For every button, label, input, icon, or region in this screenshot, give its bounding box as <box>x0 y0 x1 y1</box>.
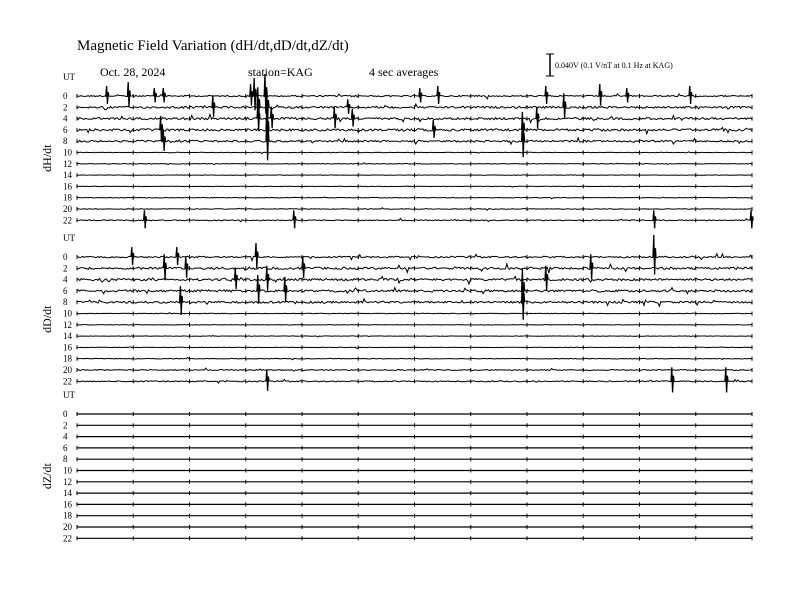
spike-mark <box>266 369 269 391</box>
hour-label: 12 <box>63 319 72 330</box>
panel-label: dZ/dt <box>40 463 54 490</box>
spike-mark <box>131 247 134 265</box>
hour-label: 16 <box>63 342 72 353</box>
hour-label: 10 <box>63 147 72 158</box>
spike-mark <box>154 88 157 102</box>
spike-mark <box>106 86 109 104</box>
hour-label: 2 <box>63 102 68 113</box>
hour-label: 14 <box>63 170 72 181</box>
hour-label: 6 <box>63 442 68 453</box>
hour-label: 22 <box>63 376 72 387</box>
spike-mark <box>302 256 305 278</box>
hour-label: 16 <box>63 499 72 510</box>
hour-label: 4 <box>63 274 68 285</box>
spike-mark <box>725 367 728 392</box>
spike-mark <box>293 210 296 228</box>
spike-mark <box>536 107 539 129</box>
spike-mark <box>253 78 256 110</box>
hour-label: 8 <box>63 136 68 147</box>
hour-label: 2 <box>63 263 68 274</box>
spike-mark <box>347 99 350 113</box>
hour-label: 20 <box>63 204 72 214</box>
spike-mark <box>255 243 258 268</box>
chart-date: Oct. 28, 2024 <box>100 65 166 79</box>
ut-axis-label: UT <box>63 233 75 243</box>
hour-label: 2 <box>63 420 68 431</box>
hour-label: 14 <box>63 488 72 499</box>
ut-axis-label: UT <box>63 72 75 82</box>
hour-label: 0 <box>63 409 68 419</box>
station-label: station=KAG <box>248 65 313 79</box>
hour-label: 12 <box>63 476 72 487</box>
panel-dH-dt <box>40 72 752 225</box>
hour-label: 18 <box>63 353 72 364</box>
hour-label: 4 <box>63 113 68 124</box>
spike-mark <box>671 367 674 392</box>
hour-label: 12 <box>63 158 72 169</box>
spike-mark <box>271 107 274 129</box>
hour-label: 8 <box>63 454 68 465</box>
panel-dZ-dt <box>40 390 752 543</box>
spike-mark <box>235 268 238 290</box>
spike-mark <box>257 275 260 304</box>
spike-mark <box>163 129 166 151</box>
hour-label: 20 <box>63 365 72 375</box>
hour-label: 16 <box>63 181 72 192</box>
hour-label: 22 <box>63 533 72 544</box>
scale-bar-icon <box>546 54 554 76</box>
spike-mark <box>144 210 147 228</box>
hour-label: 4 <box>63 431 68 442</box>
hour-label: 22 <box>63 215 72 226</box>
hour-label: 18 <box>63 510 72 521</box>
spike-mark <box>176 247 179 265</box>
spike-mark <box>437 86 440 104</box>
hour-label: 0 <box>63 91 68 101</box>
chart-title: Magnetic Field Variation (dH/dt,dD/dt,dZ/dt) <box>77 38 349 54</box>
spike-mark <box>563 93 566 118</box>
hour-label: 8 <box>63 297 68 308</box>
spike-mark <box>750 210 753 228</box>
spike-mark <box>653 235 656 275</box>
spike-mark <box>250 84 253 106</box>
spike-mark <box>689 86 692 104</box>
spike-mark <box>419 88 422 102</box>
hour-label: 14 <box>63 331 72 342</box>
spike-mark <box>163 254 166 279</box>
panel-dD-dt <box>40 233 752 386</box>
scale-label: 0.040V (0.1 V/nT at 0.1 Hz at KAG) <box>555 61 673 70</box>
hour-label: 10 <box>63 465 72 476</box>
ut-axis-label: UT <box>63 390 75 400</box>
spike-mark <box>599 84 602 106</box>
spike-mark <box>352 109 355 127</box>
spike-mark <box>163 88 166 102</box>
hour-label: 20 <box>63 522 72 532</box>
averaging-label: 4 sec averages <box>369 65 439 79</box>
panel-label: dD/dt <box>40 305 54 333</box>
spike-mark <box>212 95 215 117</box>
hour-label: 0 <box>63 252 68 262</box>
hour-label: 6 <box>63 285 68 296</box>
spike-mark <box>545 86 548 104</box>
spike-mark <box>653 210 656 228</box>
spike-mark <box>334 107 337 129</box>
panel-label: dH/dt <box>40 144 54 172</box>
hour-label: 10 <box>63 308 72 319</box>
spike-mark <box>590 254 593 279</box>
spike-mark <box>127 82 130 107</box>
hour-label: 18 <box>63 192 72 203</box>
hour-label: 6 <box>63 124 68 135</box>
spike-mark <box>626 88 629 102</box>
spike-mark <box>185 256 188 278</box>
spike-mark <box>433 120 436 138</box>
